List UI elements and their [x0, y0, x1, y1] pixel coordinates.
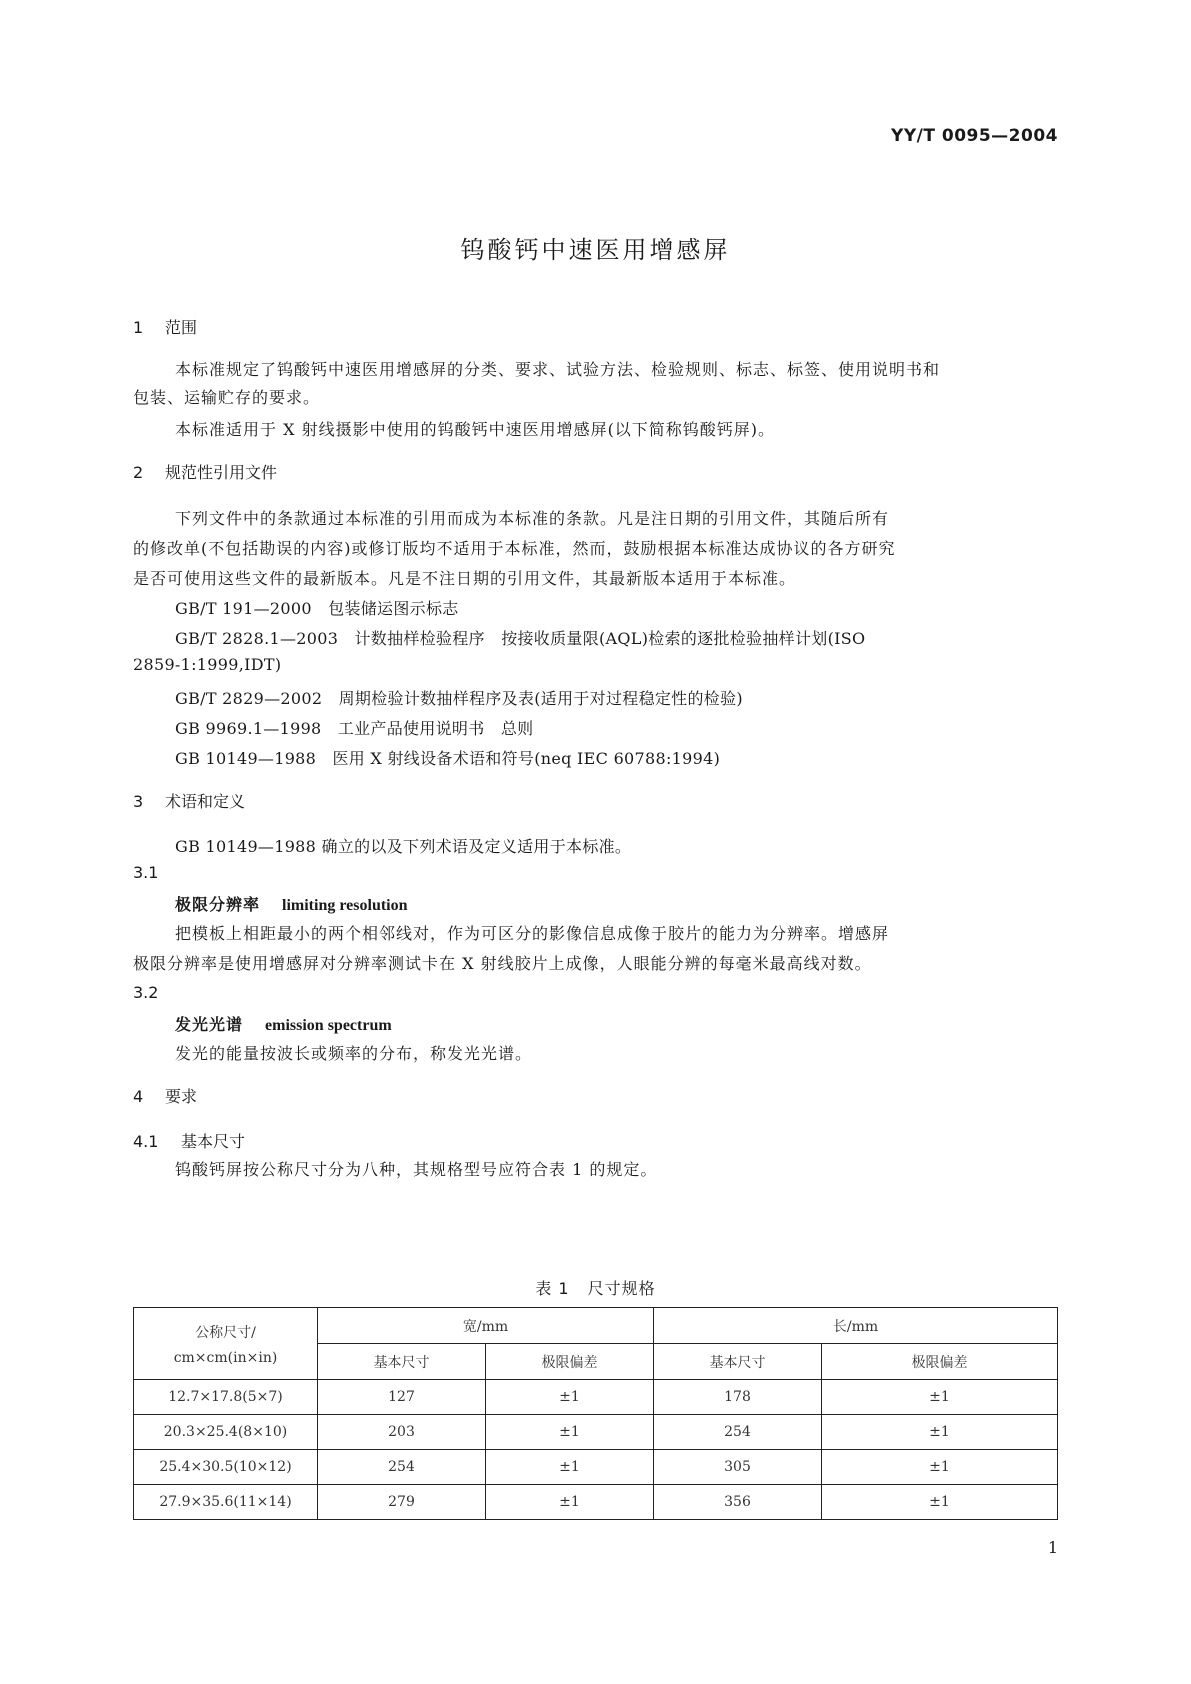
term-number: 3.1	[133, 863, 159, 882]
header-length-tolerance: 极限偏差	[822, 1344, 1058, 1380]
section-number: 4	[133, 1087, 144, 1106]
section-number: 4.1	[133, 1132, 159, 1151]
cell-length: 178	[654, 1380, 822, 1415]
table-row	[134, 1450, 1058, 1485]
cell-length-tolerance: ±1	[822, 1485, 1058, 1520]
reference-item: GB/T 191—2000 包装储运图示标志	[175, 599, 459, 618]
term-title	[175, 1012, 392, 1035]
table-row	[134, 1380, 1058, 1415]
term-chinese: 极限分辨率	[175, 895, 261, 914]
cell-length-tolerance: ±1	[822, 1380, 1058, 1415]
cell-width: 203	[318, 1415, 486, 1450]
section-number: 3	[133, 792, 144, 811]
header-nominal-line1: 公称尺寸/	[195, 1324, 256, 1341]
reference-item: GB 10149—1988 医用 X 射线设备术语和符号(neq IEC 60788:1994)	[175, 749, 721, 768]
section-number: 1	[133, 318, 144, 337]
cell-width-tolerance: ±1	[486, 1415, 654, 1450]
header-length: 长/mm	[654, 1308, 1058, 1344]
paragraph: 本标准适用于 X 射线摄影中使用的钨酸钙中速医用增感屏(以下简称钨酸钙屏)。	[175, 420, 776, 439]
document-title: 钨酸钙中速医用增感屏	[460, 236, 731, 264]
reference-item: GB 9969.1—1998 工业产品使用说明书 总则	[175, 719, 534, 738]
section-4-heading	[133, 1084, 197, 1107]
term-english: limiting resolution	[282, 897, 408, 914]
term-chinese: 发光光谱	[175, 1015, 244, 1034]
section-title: 术语和定义	[165, 792, 246, 811]
cell-length-tolerance: ±1	[822, 1450, 1058, 1485]
table-title: 尺寸规格	[587, 1279, 656, 1298]
header-width-tolerance: 极限偏差	[486, 1344, 654, 1380]
term-definition: 把模板上相距最小的两个相邻线对，作为可区分的影像信息成像于胶片的能力为分辨率。增感屏	[175, 924, 890, 943]
size-spec-table	[133, 1307, 1058, 1520]
paragraph: 钨酸钙屏按公称尺寸分为八种，其规格型号应符合表 1 的规定。	[175, 1160, 658, 1179]
section-title: 基本尺寸	[181, 1132, 246, 1151]
section-1-heading	[133, 315, 197, 338]
cell-width-tolerance: ±1	[486, 1485, 654, 1520]
section-title: 规范性引用文件	[165, 463, 278, 482]
table-caption	[0, 1276, 1191, 1299]
section-number: 2	[133, 463, 144, 482]
paragraph: 下列文件中的条款通过本标准的引用而成为本标准的条款。凡是注日期的引用文件，其随后所有	[175, 509, 890, 528]
cell-width: 279	[318, 1485, 486, 1520]
paragraph-continuation: 的修改单(不包括勘误的内容)或修订版均不适用于本标准，然而，鼓励根据本标准达成协议的各方研究	[133, 539, 896, 558]
reference-item: GB/T 2828.1—2003 计数抽样检验程序 按接收质量限(AQL)检索的逐批检验抽样计划(ISO	[175, 629, 866, 648]
cell-length: 356	[654, 1485, 822, 1520]
cell-nominal: 12.7×17.8(5×7)	[134, 1380, 318, 1415]
table-number: 表 1	[535, 1279, 570, 1298]
paragraph: 本标准规定了钨酸钙中速医用增感屏的分类、要求、试验方法、检验规则、标志、标签、使用说明书和	[175, 360, 941, 379]
cell-width: 254	[318, 1450, 486, 1485]
table-row	[134, 1485, 1058, 1520]
cell-length: 254	[654, 1415, 822, 1450]
page-number: 1	[1047, 1538, 1058, 1557]
table-header-row	[134, 1308, 1058, 1344]
header-width: 宽/mm	[318, 1308, 654, 1344]
section-title: 要求	[165, 1087, 198, 1106]
cell-length: 305	[654, 1450, 822, 1485]
section-title: 范围	[165, 318, 198, 337]
cell-width: 127	[318, 1380, 486, 1415]
paragraph-continuation: 是否可使用这些文件的最新版本。凡是不注日期的引用文件，其最新版本适用于本标准。	[133, 569, 797, 588]
reference-item-continuation: 2859-1:1999,IDT)	[133, 655, 282, 674]
cell-width-tolerance: ±1	[486, 1450, 654, 1485]
cell-nominal: 25.4×30.5(10×12)	[134, 1450, 318, 1485]
cell-width-tolerance: ±1	[486, 1380, 654, 1415]
table-row	[134, 1415, 1058, 1450]
term-title	[175, 892, 408, 915]
term-definition-continuation: 极限分辨率是使用增感屏对分辨率测试卡在 X 射线胶片上成像，人眼能分辨的每毫米最高线对数。	[133, 954, 872, 973]
cell-nominal: 27.9×35.6(11×14)	[134, 1485, 318, 1520]
header-length-basic: 基本尺寸	[654, 1344, 822, 1380]
subsection-4-1-heading	[133, 1129, 245, 1152]
paragraph-continuation: 包装、运输贮存的要求。	[133, 388, 321, 407]
term-number: 3.2	[133, 983, 159, 1002]
header-nominal-size	[134, 1308, 318, 1380]
term-english: emission spectrum	[265, 1017, 392, 1034]
section-3-heading	[133, 789, 245, 812]
cell-nominal: 20.3×25.4(8×10)	[134, 1415, 318, 1450]
header-nominal-line2: cm×cm(in×in)	[173, 1349, 278, 1366]
term-definition: 发光的能量按波长或频率的分布，称发光光谱。	[175, 1044, 533, 1063]
paragraph: GB 10149—1988 确立的以及下列术语及定义适用于本标准。	[175, 837, 632, 856]
standard-code: YY/T 0095—2004	[891, 126, 1058, 146]
section-2-heading	[133, 460, 277, 483]
reference-item: GB/T 2829—2002 周期检验计数抽样程序及表(适用于对过程稳定性的检验)	[175, 689, 743, 708]
cell-length-tolerance: ±1	[822, 1415, 1058, 1450]
header-width-basic: 基本尺寸	[318, 1344, 486, 1380]
